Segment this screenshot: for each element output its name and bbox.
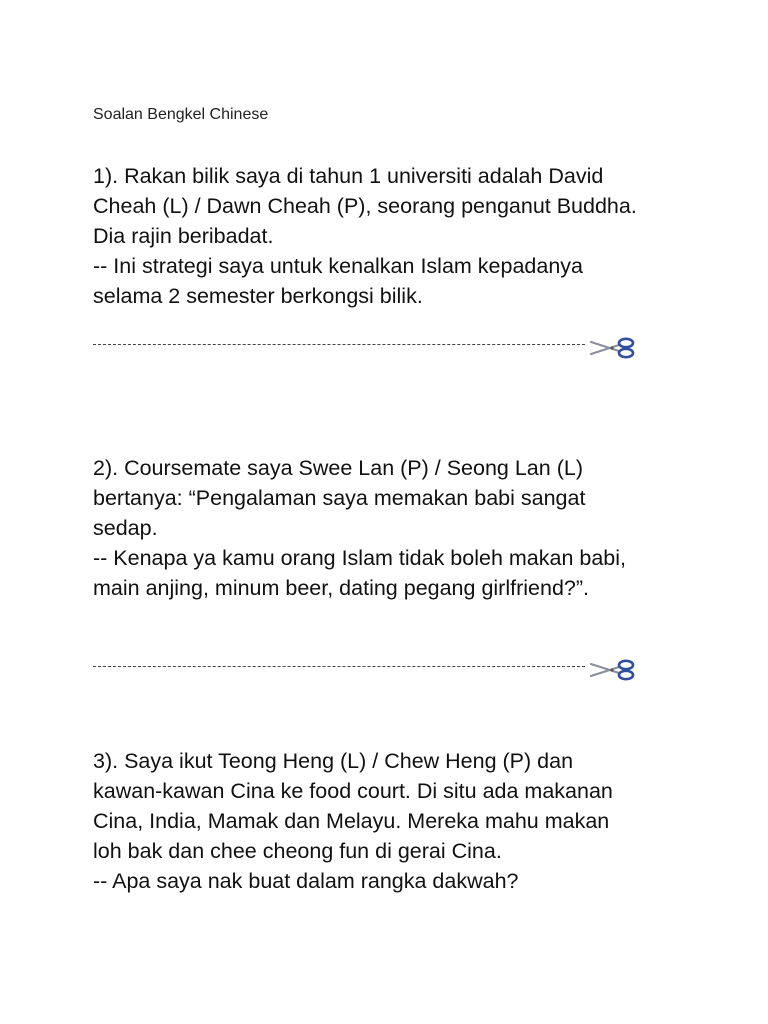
- question-1-line-1: 1). Rakan bilik saya di tahun 1 universiti adalah David: [93, 164, 604, 188]
- question-2: [93, 453, 673, 603]
- scissors-icon: [589, 658, 637, 682]
- question-2-line-2: bertanya: “Pengalaman saya memakan babi sangat: [93, 486, 586, 510]
- question-2-line-5: main anjing, minum beer, dating pegang girlfriend?”.: [93, 576, 589, 600]
- question-3-line-1: 3). Saya ikut Teong Heng (L) / Chew Heng (P) dan: [93, 749, 574, 773]
- question-1: [93, 161, 673, 311]
- question-2-line-4: -- Kenapa ya kamu orang Islam tidak boleh makan babi,: [93, 546, 627, 570]
- question-3: [93, 746, 673, 896]
- question-2-line-3: sedap.: [93, 516, 158, 540]
- question-1-line-5: selama 2 semester berkongsi bilik.: [93, 284, 423, 308]
- question-1-line-4: -- Ini strategi saya untuk kenalkan Islam kepadanya: [93, 254, 583, 278]
- question-1-line-2: Cheah (L) / Dawn Cheah (P), seorang penganut Buddha.: [93, 194, 637, 218]
- document-title: Soalan Bengkel Chinese: [93, 106, 269, 123]
- cut-line-1: [93, 336, 653, 360]
- question-3-line-5: -- Apa saya nak buat dalam rangka dakwah?: [93, 869, 519, 893]
- dashed-separator: [93, 344, 585, 345]
- question-3-line-3: Cina, India, Mamak dan Melayu. Mereka mahu makan: [93, 809, 610, 833]
- cut-line-2: [93, 658, 653, 682]
- dashed-separator: [93, 666, 585, 667]
- question-2-line-1: 2). Coursemate saya Swee Lan (P) / Seong Lan (L): [93, 456, 583, 480]
- question-3-line-2: kawan-kawan Cina ke food court. Di situ ada makanan: [93, 779, 613, 803]
- question-1-line-3: Dia rajin beribadat.: [93, 224, 274, 248]
- question-3-line-4: loh bak dan chee cheong fun di gerai Cina.: [93, 839, 502, 863]
- scissors-icon: [589, 336, 637, 360]
